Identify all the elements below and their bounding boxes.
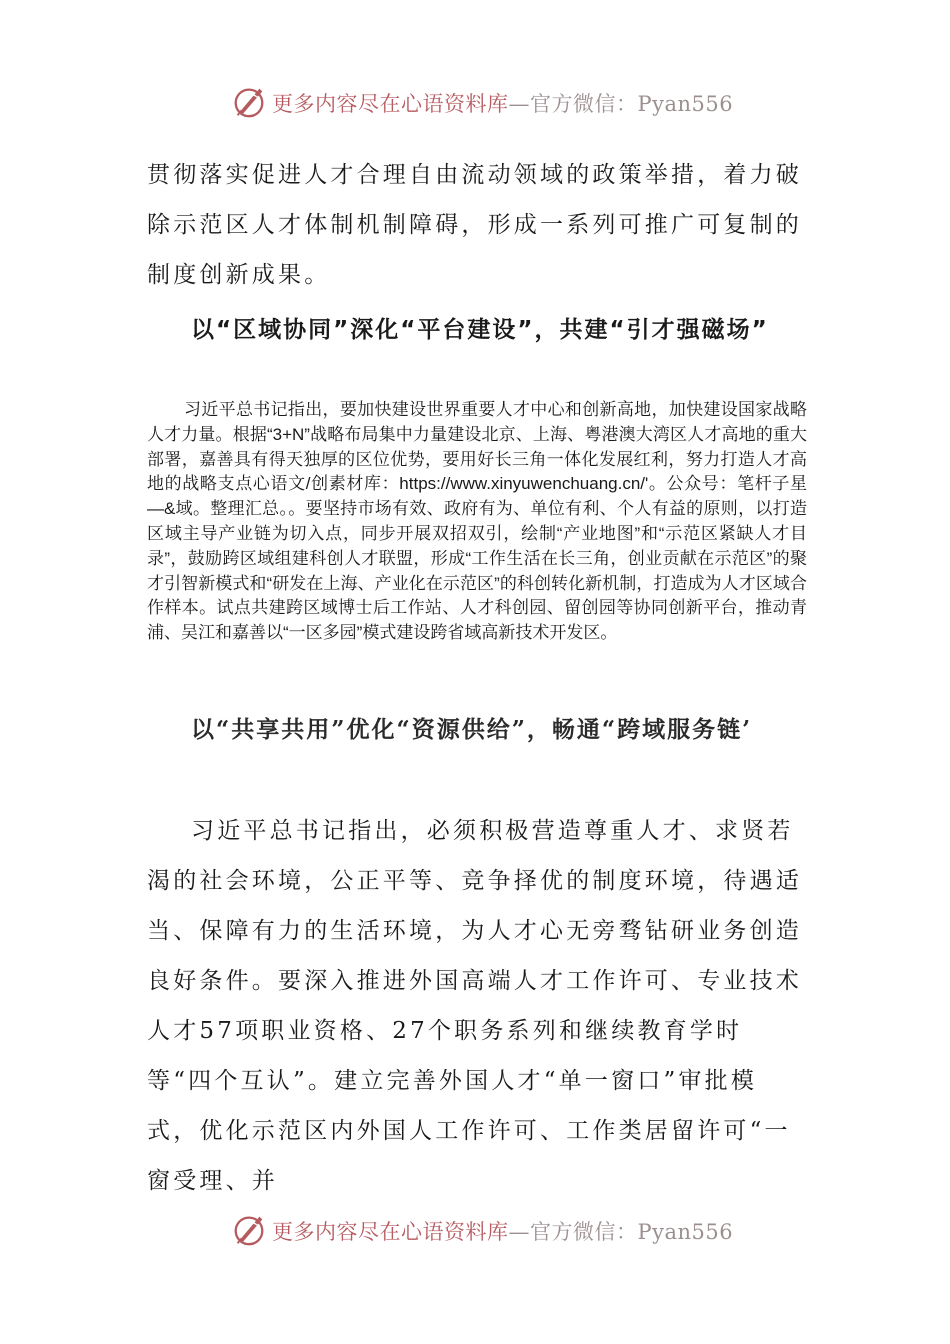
watermark-text-red: 更多内容尽在心语资料库: [272, 1220, 509, 1244]
watermark-text: [272, 1216, 733, 1246]
watermark-text-red: 更多内容尽在心语资料库: [272, 92, 509, 116]
watermark-text: [272, 88, 733, 118]
quill-pen-logo-icon: [230, 82, 268, 120]
watermark-banner-bottom: [0, 1208, 950, 1252]
watermark-banner-top: [0, 80, 950, 124]
paragraph-continuation: 贯彻落实促进人才合理自由流动领域的政策举措，着力破除示范区人才体制机制障碍，形成一系列可推广可复制的制度创新成果。: [147, 162, 802, 288]
watermark-text-gray: —官方微信：Pyan556: [508, 1220, 734, 1244]
section-heading-1: 以“区域协同”深化“平台建设”，共建“引才强磁场”: [191, 317, 769, 343]
quill-pen-logo-icon: [230, 1210, 268, 1248]
section-heading-2: 以“共享共用”优化“资源供给”，畅通“跨域服务链’: [191, 716, 753, 743]
watermark-text-gray: —官方微信：Pyan556: [508, 92, 734, 116]
paragraph-2: 习近平总书记指出，要加快建设世界重要人才中心和创新高地，加快建设国家战略人才力量。根据“3+N”战略布局集中力量建设北京、上海、粤港澳大湾区人才高地的重大部署，嘉善具有得天独厚的区位优势，要用好长三角一体化发展红利，努力打造人才高地的战略支点心语文/创素材库：https://www.xinyuwenchuang.cn/'。公众号：笔杆子星—&域。整理汇总。。要坚持市场有效、政府有为、单位有利、个人有益的原则，以打造区域主导产业链为切入点，同步开展双招双引，绘制“产业地图”和“示范区紧缺人才目录”，鼓励跨区域组建科创人才联盟，形成“工作生活在长三角，创业贡献在示范区”的聚才引智新模式和“研发在上海、产业化在示范区”的科创转化新机制，打造成为人才区域合作样本。试点共建跨区域博士后工作站、人才科创园、留创园等协同创新平台，推动青浦、吴江和嘉善以“一区多园”模式建设跨省域高新技术开发区。: [147, 400, 807, 643]
paragraph-3: 习近平总书记指出，必须积极营造尊重人才、求贤若渴的社会环境，公正平等、竞争择优的制度环境，待遇适当、保障有力的生活环境，为人才心无旁骛钻研业务创造良好条件。要深入推进外国高端人才工作许可、专业技术人才57项职业资格、27个职务系列和继续教育学时等“四个互认”。建立完善外国人才“单一窗口”审批模式，优化示范区内外国人工作许可、工作类居留许可“一窗受理、并: [147, 818, 802, 1194]
